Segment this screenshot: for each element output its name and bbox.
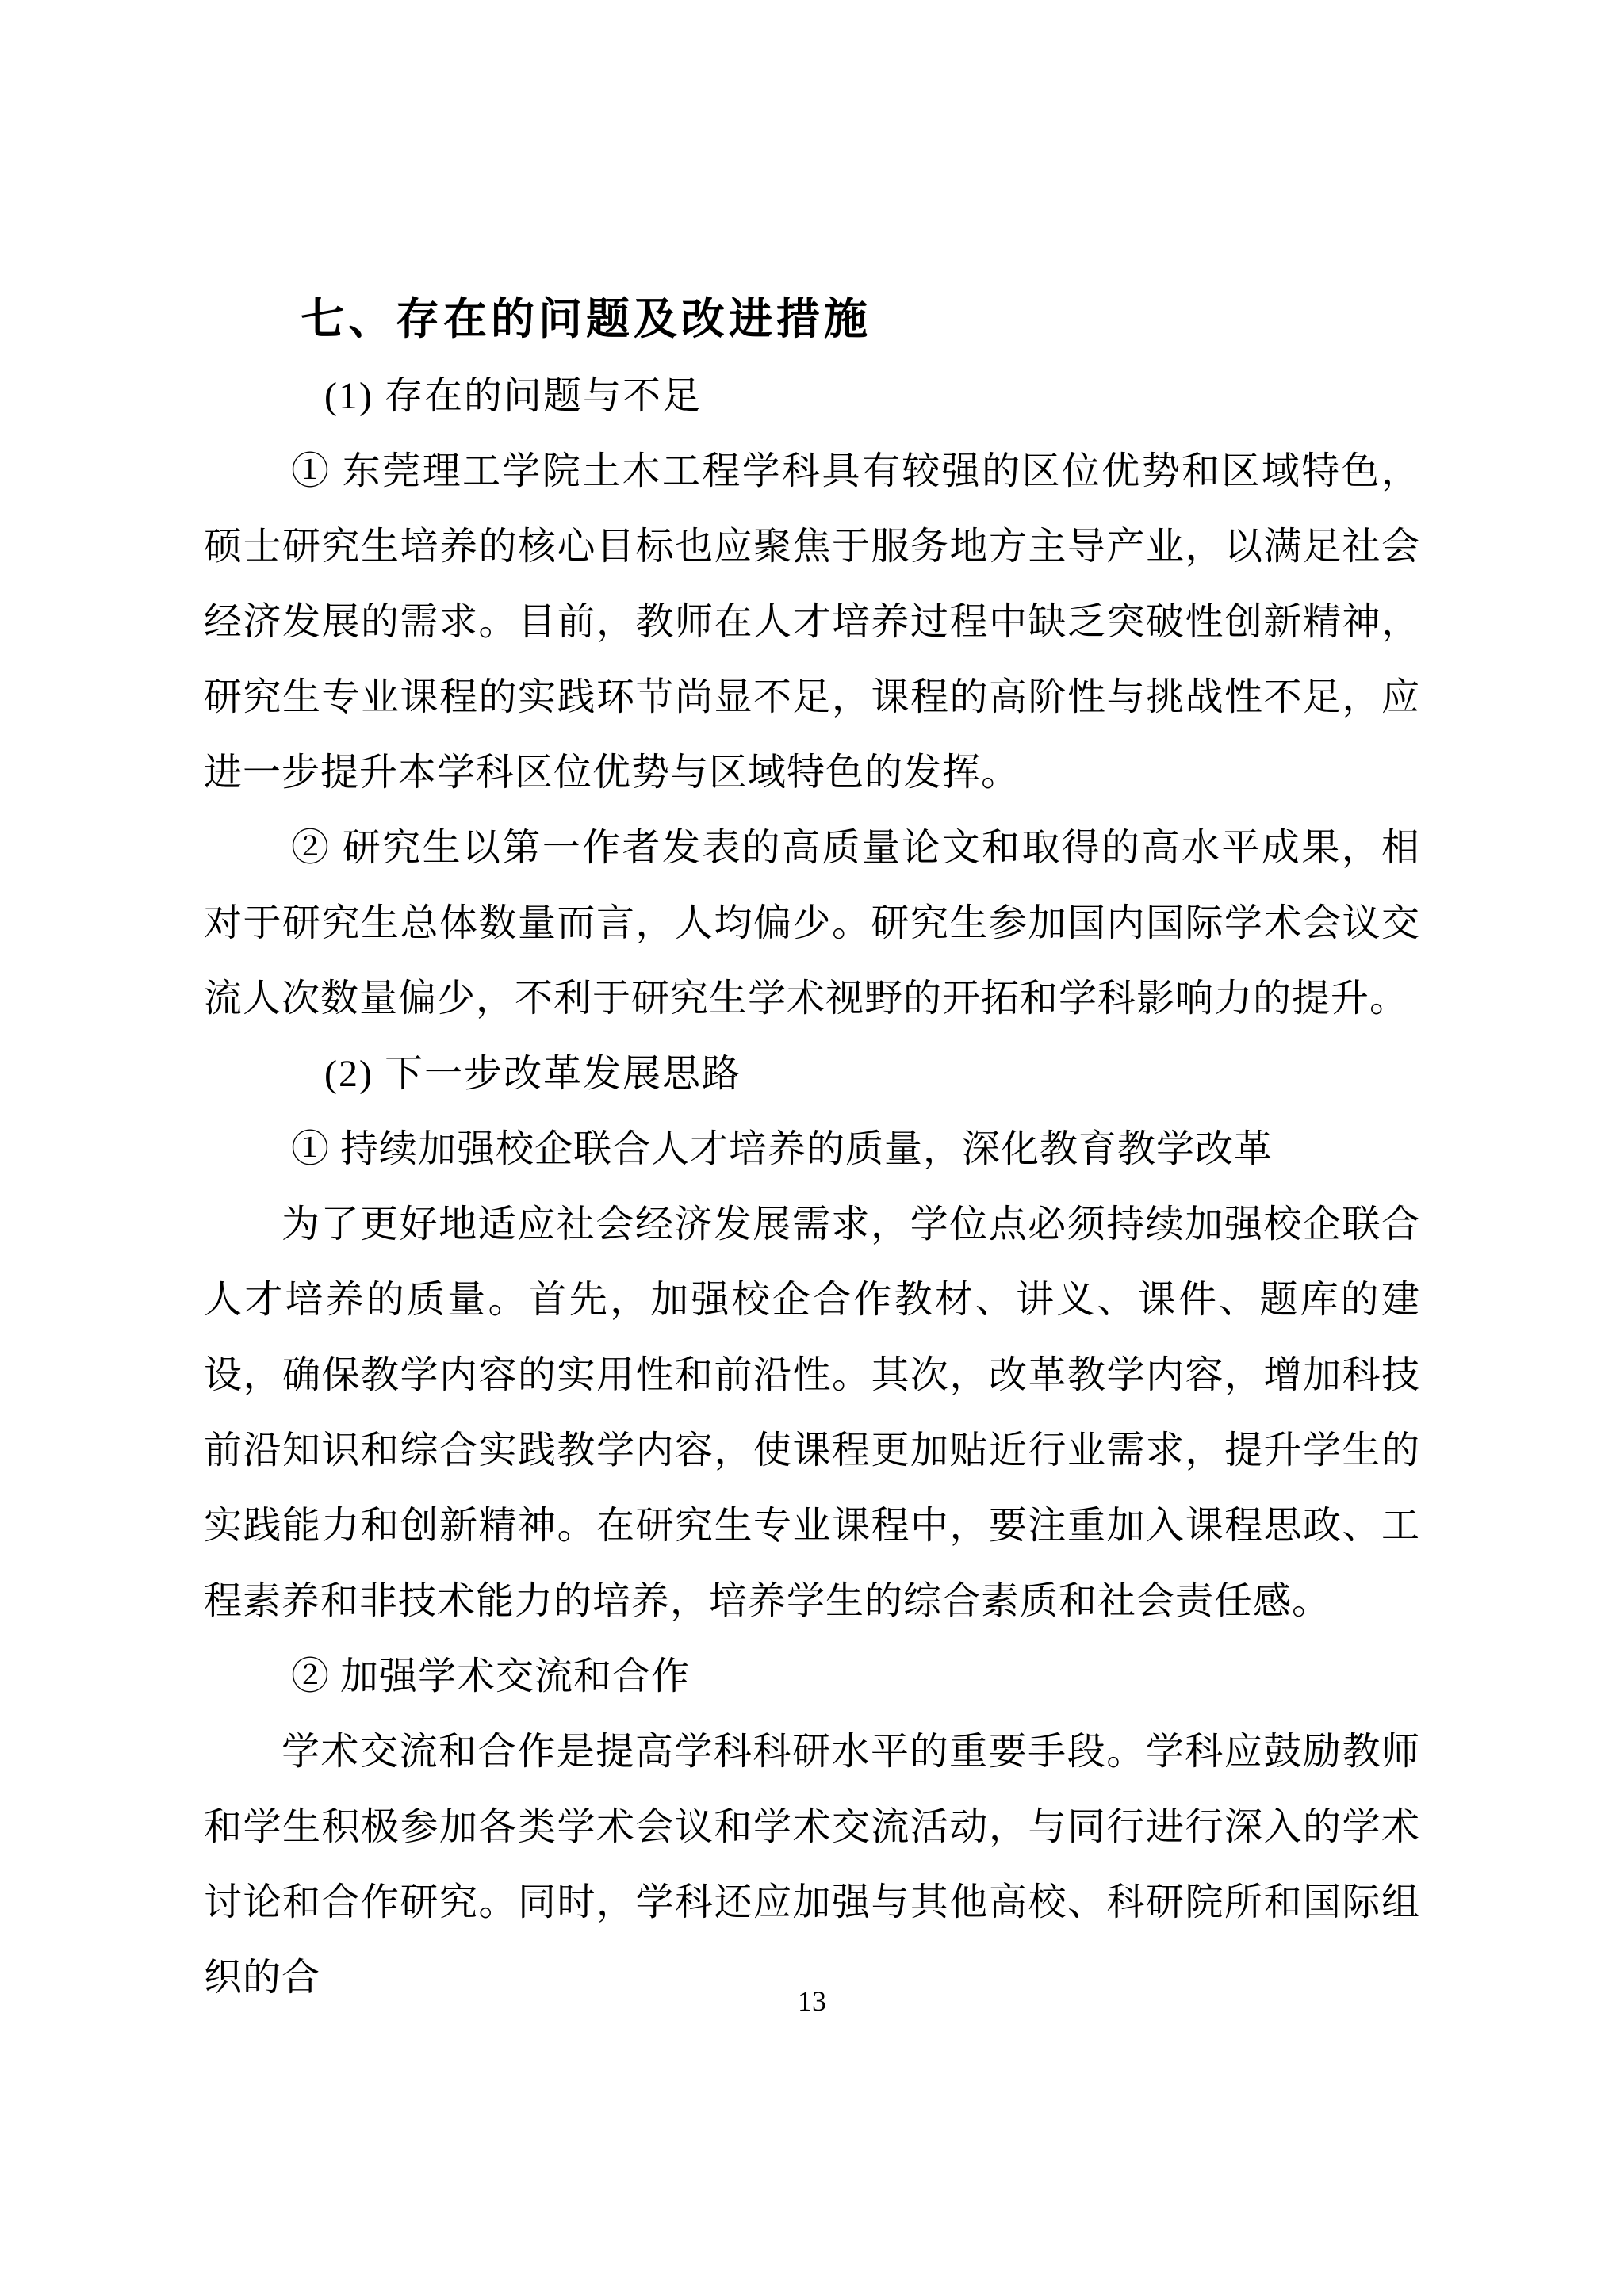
- subsection-heading-1: (1) 存在的问题与不足: [324, 375, 702, 417]
- paragraph-reform-item-2-body: 学术交流和合作是提高学科科研水平的重要手段。学科应鼓励教师和学生积极参加各类学术会议和学术交流活动，与同行进行深入的学术讨论和合作研究。同时，学科还应加强与其他高校、科研院所和国际组织的合: [204, 1731, 1420, 1999]
- section-title: 七、存在的问题及改进措施: [301, 294, 872, 343]
- paragraph-reform-item-2-heading: ② 加强学术交流和合作: [291, 1655, 691, 1697]
- subsection-heading-2: (2) 下一步改革发展思路: [324, 1053, 741, 1095]
- paragraph-problem-2: ② 研究生以第一作者发表的高质量论文和取得的高水平成果，相对于研究生总体数量而言，人均偏少。研究生参加国内国际学术会议交流人次数量偏少，不利于研究生学术视野的开拓和学科影响力的提升。: [204, 827, 1420, 1020]
- paragraph-reform-item-1-body: 为了更好地适应社会经济发展需求，学位点必须持续加强校企联合人才培养的质量。首先，加强校企合作教材、讲义、课件、题库的建设，确保教学内容的实用性和前沿性。其次，改革教学内容，增加科技前沿知识和综合实践教学内容，使课程更加贴近行业需求，提升学生的实践能力和创新精神。在研究生专业课程中，要注重加入课程思政、工程素养和非技术能力的培养，培养学生的综合素质和社会责任感。: [204, 1203, 1420, 1622]
- paragraph-reform-item-1-heading: ① 持续加强校企联合人才培养的质量，深化教育教学改革: [291, 1128, 1274, 1170]
- document-body: [204, 279, 1420, 2015]
- paragraph-problem-1: ① 东莞理工学院土木工程学科具有较强的区位优势和区域特色，硕士研究生培养的核心目标也应聚焦于服务地方主导产业，以满足社会经济发展的需求。目前，教师在人才培养过程中缺乏突破性创新精神，研究生专业课程的实践环节尚显不足，课程的高阶性与挑战性不足，应进一步提升本学科区位优势与区域特色的发挥。: [204, 450, 1420, 794]
- page-number: 13: [798, 1985, 826, 2017]
